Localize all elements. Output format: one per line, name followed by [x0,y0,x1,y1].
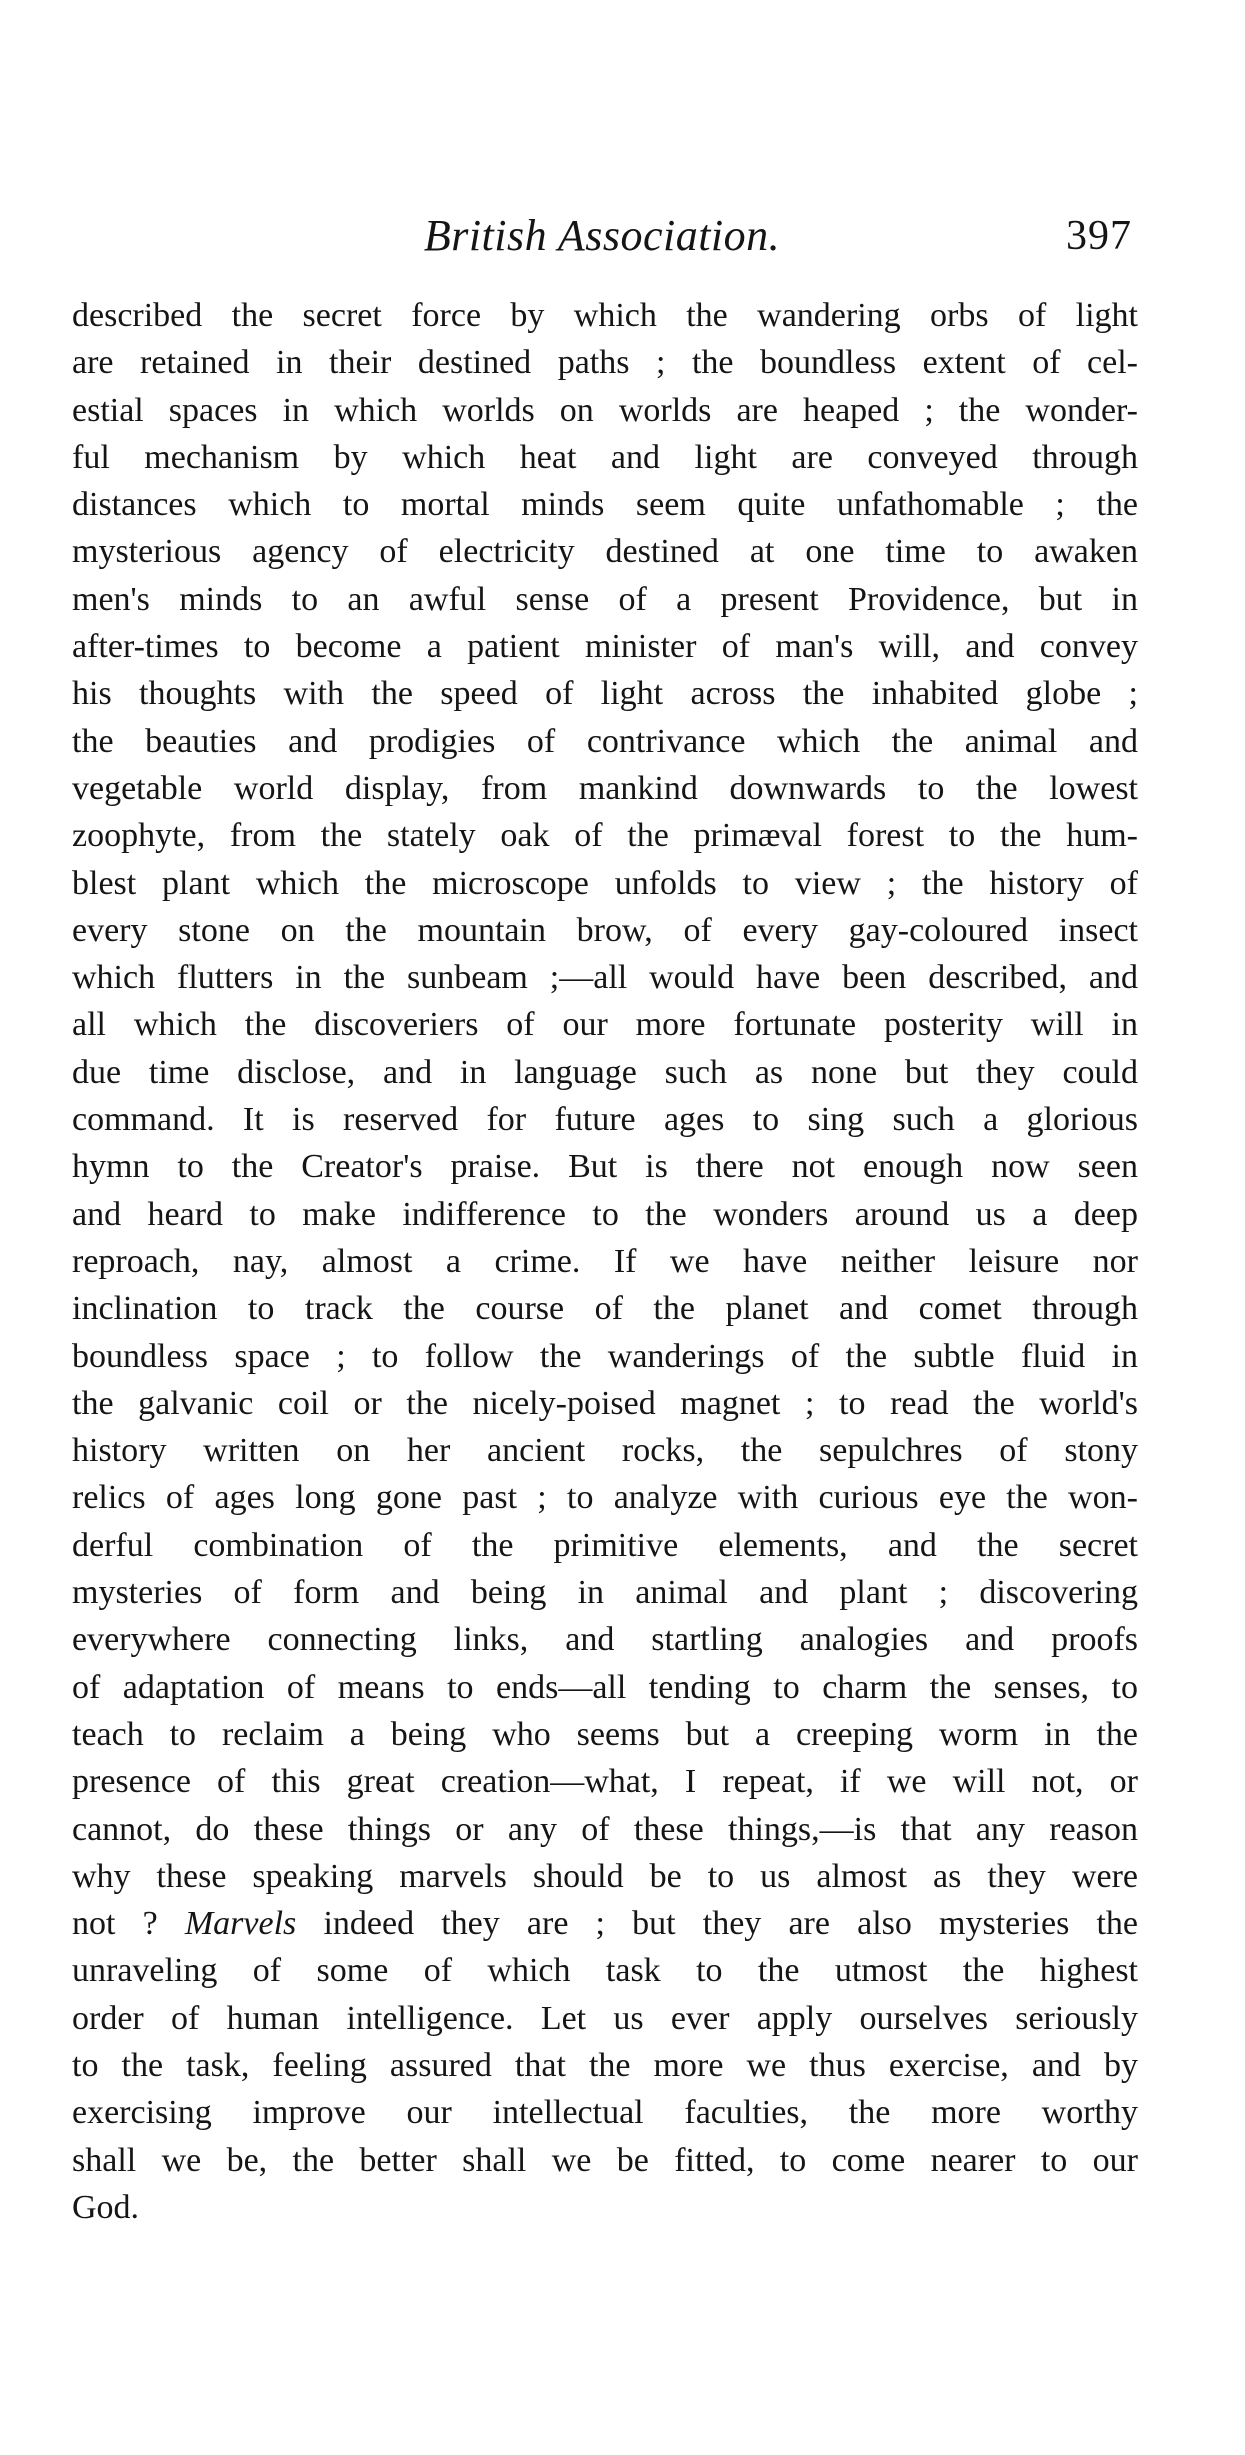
text-line: and heard to make indifference to the wonders around us a deep [72,1195,1138,1233]
text-line: vegetable world display, from mankind downwards to the lowest [72,769,1138,807]
text-line: inclination to track the course of the planet and comet through [72,1290,1138,1328]
text-line: his thoughts with the speed of light across the inhabited globe ; [72,675,1138,713]
text-line: blest plant which the microscope unfolds to view ; the history of [72,864,1138,902]
text-line: the galvanic coil or the nicely-poised magnet ; to read the world's [72,1384,1138,1422]
text-line: of adaptation of means to ends—all tending to charm the senses, to [72,1668,1138,1706]
text-line: everywhere connecting links, and startling analogies and proofs [72,1621,1138,1659]
text-line: all which the discoveriers of our more fortunate posterity will in [72,1006,1138,1044]
text-line: shall we be, the better shall we be fitted, to come nearer to our [72,2141,1138,2179]
text-line: are retained in their destined paths ; the boundless extent of cel- [72,344,1138,382]
text-line: reproach, nay, almost a crime. If we have neither leisure nor [72,1242,1138,1280]
text-line: cannot, do these things or any of these things,—is that any reason [72,1810,1138,1848]
text-line-with-italic [72,1900,1138,1947]
text-line: ful mechanism by which heat and light are conveyed through [72,438,1138,476]
text-line: history written on her ancient rocks, the sepulchres of stony [72,1432,1138,1470]
text-line: described the secret force by which the wandering orbs of light [72,297,1138,334]
text-line: presence of this great creation—what, I repeat, if we will not, or [72,1763,1138,1801]
text-line: boundless space ; to follow the wanderings of the subtle fluid in [72,1337,1138,1375]
running-head [72,208,1132,264]
text-line: distances which to mortal minds seem quite unfathomable ; the [72,486,1138,524]
text-line: zoophyte, from the stately oak of the primæval forest to the hum- [72,817,1138,855]
text-line: to the task, feeling assured that the more we thus exercise, and by [72,2046,1138,2084]
text-line: relics of ages long gone past ; to analyze with curious eye the won- [72,1479,1138,1517]
page-number: 397 [1066,213,1132,259]
text-line: order of human intelligence. Let us ever apply ourselves seriously [72,1999,1138,2037]
text-line: after-times to become a patient minister of man's will, and convey [72,628,1138,666]
text-line: teach to reclaim a being who seems but a creeping worm in the [72,1715,1138,1753]
text-line: why these speaking marvels should be to us almost as they were [72,1857,1138,1895]
text-line: hymn to the Creator's praise. But is there not enough now seen [72,1148,1138,1186]
text-line-start: not ? [72,1905,158,1943]
italic-word: Marvels [184,1905,297,1943]
text-line: mysteries of form and being in animal and plant ; discovering [72,1574,1138,1612]
text-line: derful combination of the primitive elements, and the secret [72,1526,1138,1564]
text-line: command. It is reserved for future ages to sing such a glorious [72,1101,1138,1139]
text-line: which flutters in the sunbeam ;—all would have been described, and [72,959,1138,997]
text-line: mysterious agency of electricity destined at one time to awaken [72,533,1138,571]
text-line: men's minds to an awful sense of a present Providence, but in [72,580,1138,618]
text-line-rest: indeed they are ; but they are also mysteries the [323,1905,1139,1943]
text-line: due time disclose, and in language such as none but they could [72,1053,1138,1091]
text-line: estial spaces in which worlds on worlds are heaped ; the wonder- [72,391,1138,429]
text-line: the beauties and prodigies of contrivance which the animal and [72,722,1138,760]
running-title: British Association. [423,211,781,260]
body-text [72,292,1138,2231]
text-line: every stone on the mountain brow, of every gay-coloured insect [72,911,1138,949]
text-line: exercising improve our intellectual faculties, the more worthy [72,2094,1138,2132]
text-line-final: God. [72,2188,140,2226]
text-line: unraveling of some of which task to the utmost the highest [72,1952,1138,1990]
